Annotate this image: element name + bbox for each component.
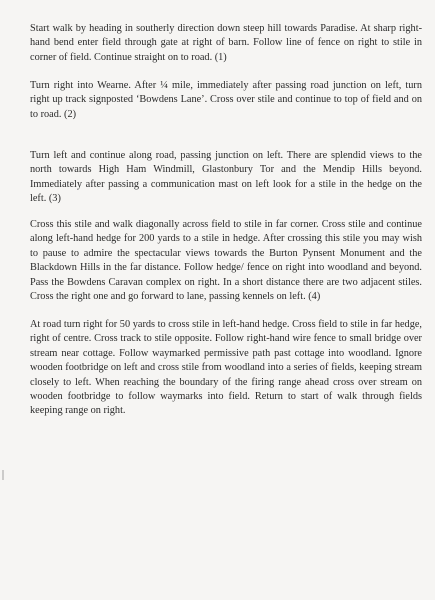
paragraph-step-3: Turn left and continue along road, passing junction on left. There are splendid views to the north towards High Ham Windmill, Glastonbury Tor and the Mendip Hills beyond. Immediately after passing a communication mast on left look for a stile in the hedge on the left. (3) <box>30 150 422 205</box>
paragraph-step-5: At road turn right for 50 yards to cross stile in left-hand hedge. Cross field to stile in far hedge, right of centre. Cross track to stile opposite. Follow right-hand wire fence to small bridge over stream near cottage. Follow waymarked permissive path past cottage into woodland. Ignore wooden footbridge on left and cross stile from woodland into a series of fields, keeping stream closely to left. When reaching the boundary of the firing range ahead cross over stream on wooden footbridge to follow waymarks into field. Return to start of walk through fields keeping range on right. <box>30 319 422 417</box>
paragraph-step-1: Start walk by heading in southerly direction down steep hill towards Paradise. At sharp right-hand bend enter field through gate at right of barn. Follow line of fence on right to stile in corner of field. Continue straight on to road. (1) <box>30 23 422 63</box>
scan-mark <box>2 470 4 480</box>
paragraph-step-2: Turn right into Wearne. After ¼ mile, immediately after passing road junction on left, turn right up track signposted ‘Bowdens Lane’. Cross over stile and continue to top of field and on to road. (2) <box>30 80 422 120</box>
paragraph-step-4: Cross this stile and walk diagonally across field to stile in far corner. Cross stile and continue along left-hand hedge for 200 yards to a stile in hedge. After crossing this stile you may wish to pause to admire the spectacular views towards the Burton Pynsent Monument and the Blackdown Hills in the far distance. Follow hedge/ fence on right into woodland and beyond. Pass the Bowdens Caravan complex on right. In a short distance there are two adjacent stiles. Cross the right one and go forward to lane, passing kennels on left. (4) <box>30 219 422 303</box>
